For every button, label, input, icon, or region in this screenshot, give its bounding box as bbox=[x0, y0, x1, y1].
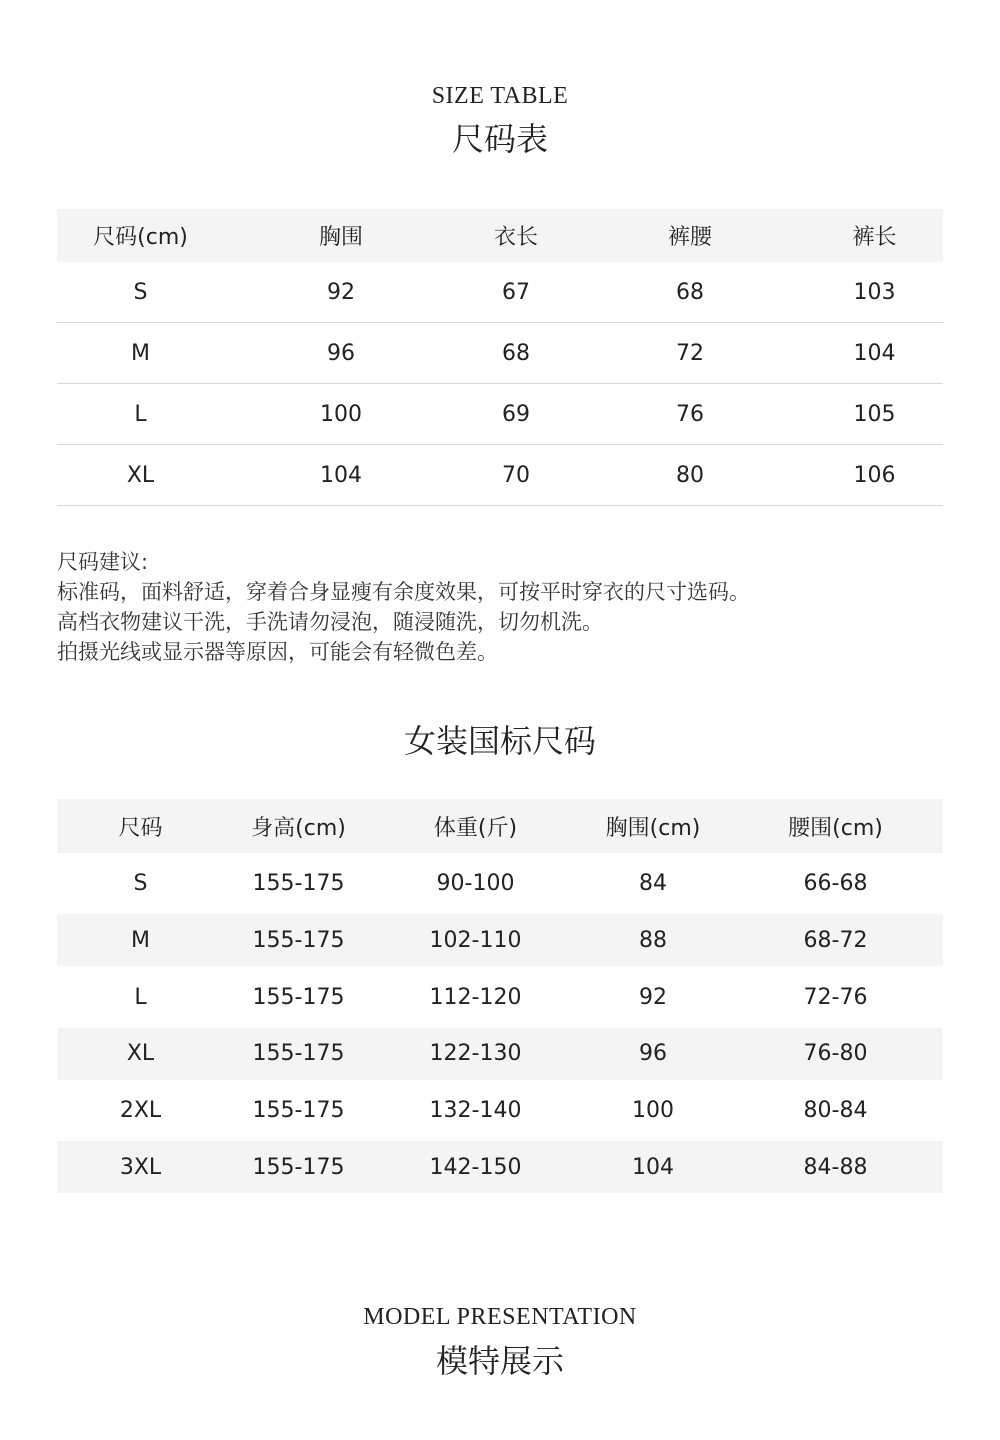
table-cell: 66-68 bbox=[803, 871, 868, 897]
model-title-en: MODEL PRESENTATION bbox=[363, 1304, 637, 1330]
intl-table-header: 尺码 bbox=[118, 815, 163, 841]
table-cell: 76 bbox=[574, 384, 806, 445]
table-cell: 72 bbox=[574, 323, 806, 384]
table-cell: 3XL bbox=[119, 1154, 162, 1180]
table-cell: 105 bbox=[806, 384, 943, 445]
table-cell: XL bbox=[57, 445, 224, 506]
size-table-header-row bbox=[57, 209, 943, 262]
table-cell: 2XL bbox=[119, 1097, 162, 1123]
table-cell: 88 bbox=[639, 927, 667, 953]
size-advice-line: 拍摄光线或显示器等原因，可能会有轻微色差。 bbox=[57, 640, 498, 664]
table-cell: XL bbox=[126, 1041, 155, 1067]
table-cell: 155-175 bbox=[252, 1097, 345, 1123]
table-cell: 155-175 bbox=[252, 984, 345, 1010]
table-cell: 90-100 bbox=[436, 871, 515, 897]
size-table-title-en: SIZE TABLE bbox=[431, 83, 569, 109]
table-cell: 92 bbox=[639, 984, 667, 1010]
table-cell: 155-175 bbox=[252, 1041, 345, 1067]
table-cell: 96 bbox=[224, 323, 458, 384]
table-row bbox=[57, 262, 943, 323]
table-cell: L bbox=[134, 984, 147, 1010]
table-cell: 80-84 bbox=[803, 1097, 868, 1123]
table-cell: M bbox=[57, 323, 224, 384]
table-cell: 104 bbox=[224, 445, 458, 506]
size-advice bbox=[57, 547, 937, 667]
table-row bbox=[57, 1028, 943, 1080]
table-cell: 80 bbox=[574, 445, 806, 506]
size-table-header: 裤长 bbox=[852, 225, 897, 250]
table-cell: L bbox=[57, 384, 224, 445]
table-cell: 67 bbox=[458, 262, 574, 323]
table-cell: 142-150 bbox=[429, 1154, 522, 1180]
table-cell: 155-175 bbox=[252, 927, 345, 953]
table-row bbox=[57, 914, 943, 966]
size-table-header: 胸围 bbox=[318, 225, 363, 250]
table-row bbox=[57, 1080, 943, 1141]
size-advice-line: 标准码，面料舒适，穿着合身显瘦有余度效果，可按平时穿衣的尺寸选码。 bbox=[57, 580, 750, 604]
intl-table-header: 身高(cm) bbox=[251, 815, 346, 841]
size-advice-heading: 尺码建议: bbox=[57, 550, 149, 574]
table-cell: 106 bbox=[806, 445, 943, 506]
table-cell: 68-72 bbox=[803, 927, 868, 953]
table-cell: 68 bbox=[574, 262, 806, 323]
table-cell: S bbox=[57, 262, 224, 323]
table-cell: 100 bbox=[632, 1097, 674, 1123]
intl-size-title: 女装国标尺码 bbox=[403, 722, 596, 760]
size-advice-line: 高档衣物建议干洗，手洗请勿浸泡，随浸随洗，切勿机洗。 bbox=[57, 610, 603, 634]
table-cell: 92 bbox=[224, 262, 458, 323]
size-table bbox=[57, 209, 943, 506]
table-cell: 68 bbox=[458, 323, 574, 384]
table-cell: 104 bbox=[806, 323, 943, 384]
table-cell: 155-175 bbox=[252, 871, 345, 897]
table-row bbox=[57, 1141, 943, 1193]
table-cell: 84-88 bbox=[803, 1154, 868, 1180]
table-cell: 112-120 bbox=[429, 984, 522, 1010]
table-cell: 102-110 bbox=[429, 927, 522, 953]
intl-table-header-row bbox=[57, 799, 943, 853]
table-cell: 84 bbox=[639, 871, 667, 897]
table-cell: 72-76 bbox=[803, 984, 868, 1010]
table-row bbox=[57, 853, 943, 914]
table-cell: M bbox=[131, 927, 150, 953]
table-cell: 132-140 bbox=[429, 1097, 522, 1123]
size-table-title-cn: 尺码表 bbox=[451, 120, 548, 158]
table-cell: 70 bbox=[458, 445, 574, 506]
model-title-cn: 模特展示 bbox=[435, 1342, 564, 1380]
size-table-header: 衣长 bbox=[493, 225, 538, 250]
table-cell: 104 bbox=[632, 1154, 674, 1180]
table-cell: 100 bbox=[224, 384, 458, 445]
table-row bbox=[57, 966, 943, 1027]
table-row bbox=[57, 384, 943, 445]
table-row bbox=[57, 323, 943, 384]
table-cell: 69 bbox=[458, 384, 574, 445]
table-row bbox=[57, 445, 943, 506]
table-cell: 155-175 bbox=[252, 1154, 345, 1180]
table-cell: 122-130 bbox=[429, 1041, 522, 1067]
intl-table-header: 腰围(cm) bbox=[788, 815, 883, 841]
intl-table-header: 胸围(cm) bbox=[605, 815, 701, 841]
table-cell: 96 bbox=[639, 1041, 667, 1067]
size-table-header: 裤腰 bbox=[667, 225, 712, 250]
table-cell: 76-80 bbox=[803, 1041, 868, 1067]
table-cell: S bbox=[133, 871, 148, 897]
intl-size-table bbox=[57, 799, 943, 1193]
size-table-header: 尺码(cm) bbox=[93, 225, 188, 250]
intl-table-header: 体重(斤) bbox=[433, 815, 518, 841]
table-cell: 103 bbox=[806, 262, 943, 323]
